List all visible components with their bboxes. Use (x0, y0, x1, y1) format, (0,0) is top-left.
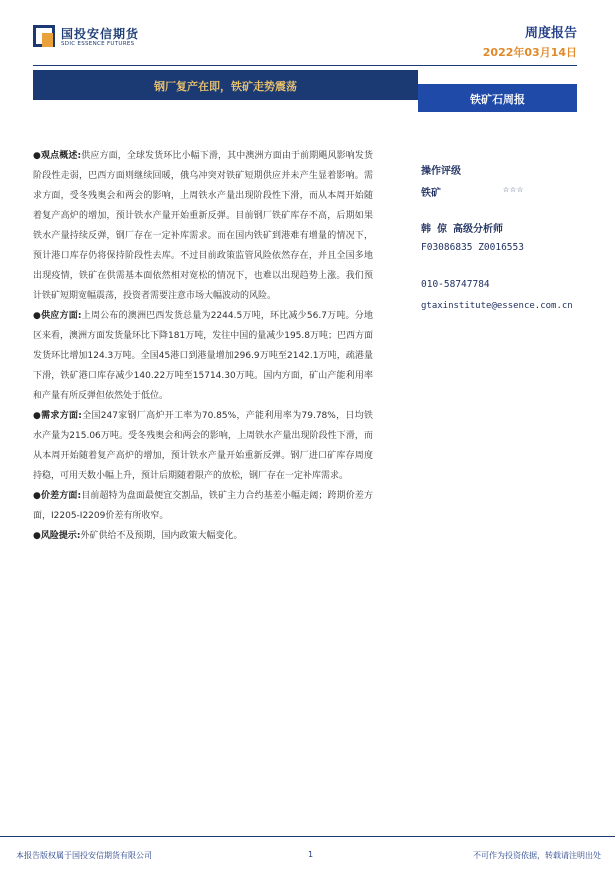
section-label: ●供应方面: (33, 311, 82, 321)
section-text: 外矿供给不及预期，国内政策大幅变化。 (80, 531, 243, 541)
section-label: ●需求方面: (33, 411, 82, 421)
contact-phone: 010-58747784 (421, 279, 490, 290)
section-supply (33, 306, 373, 406)
analyst-name: 韩 倞 高级分析师 (421, 224, 504, 235)
section-overview (33, 146, 373, 306)
section-risk (33, 526, 373, 546)
analyst-cert: F03086835 Z0016553 (421, 242, 524, 253)
section-text: 供应方面，全球发货环比小幅下滑，其中澳洲方面由于前期飓风影响发货阶段性走弱，巴西方面则继续回暖，俄乌冲突对铁矿短期供应并未产生显着影响。需求方面，受冬残奥会和两会的影响，上周铁水产量出现阶段性下滑，而从本周开始随着复产高炉的增加，预计铁水产量开始重新反弹。目前钢厂铁矿库存不高，后期如果铁水产量持续反弹，钢厂存在一定补库需求。而在国内铁矿到港难有增量的情况下，预计港口库存仍将保持阶段性去库。不过目前政策监管风险依然存在，并且全国多地出现疫情，铁矿在供需基本面依然相对宽松的情况下，也难以出现趋势上涨。我们预计铁矿短期宽幅震荡，投资者需要注意市场大幅波动的风险。 (33, 151, 373, 301)
section-label: ●价差方面: (33, 491, 82, 501)
report-tag-label: 铁矿石周报 (470, 93, 525, 106)
main-content (33, 146, 373, 546)
report-type: 周度报告 (524, 26, 577, 41)
page-number: 1 (308, 850, 314, 859)
logo-cn-text: 国投安信期货 (61, 26, 140, 41)
report-title: 钢厂复产在即，铁矿走势震荡 (154, 80, 297, 93)
footer-copyright: 本报告版权属于国投安信期货有限公司 (16, 851, 152, 860)
logo-mark-icon (33, 25, 55, 49)
rating-stars-icon: ☆☆☆ (503, 184, 525, 195)
report-tag (418, 84, 577, 112)
company-logo (33, 25, 139, 49)
footer-disclaimer: 不可作为投资依据，转载请注明出处 (473, 851, 601, 860)
header-divider (33, 65, 577, 66)
contact-email[interactable]: gtaxinstitute@essence.com.cn (421, 301, 573, 311)
title-banner (33, 70, 418, 100)
section-label: ●观点概述: (33, 151, 82, 161)
section-text: 目前超特为盘面最便宜交割品，铁矿主力合约基差小幅走阔；跨期价差方面，I2205-I2209价差有所收窄。 (33, 491, 373, 521)
section-text: 上周公布的澳洲巴西发货总量为2244.5万吨，环比减少56.7万吨。分地区来看，澳洲方面发货量环比下降181万吨，发往中国的量减少195.8万吨；巴西方面发货环比增加124.3万吨。全国45港口到港量增加296.9万吨至2142.1万吨，疏港量下滑，铁矿港口库存减少140.22万吨至15714.30万吨。国内方面，矿山产能利用率和产量有所反弹但依然处于低位。 (33, 311, 373, 401)
section-label: ●风险提示: (33, 531, 81, 541)
footer-divider (0, 836, 615, 837)
section-text: 全国247家钢厂高炉开工率为70.85%，产能利用率为79.78%，日均铁水产量为215.06万吨。受冬残奥会和两会的影响，上周铁水产量出现阶段性下滑，而从本周开始随着复产高炉的增加，预计铁水产量开始重新反弹。钢厂进口矿库存周度持稳，可用天数小幅上升，预计后期随着限产的放松，钢厂存在一定补库需求。 (33, 411, 373, 481)
rating-heading: 操作评级 (421, 166, 461, 177)
section-demand (33, 406, 373, 486)
logo-en-text: SDIC ESSENCE FUTURES (61, 40, 135, 47)
rating-product: 铁矿 (421, 188, 441, 199)
sidebar (421, 162, 601, 311)
report-date: 2022年03月14日 (482, 46, 577, 59)
section-spread (33, 486, 373, 526)
